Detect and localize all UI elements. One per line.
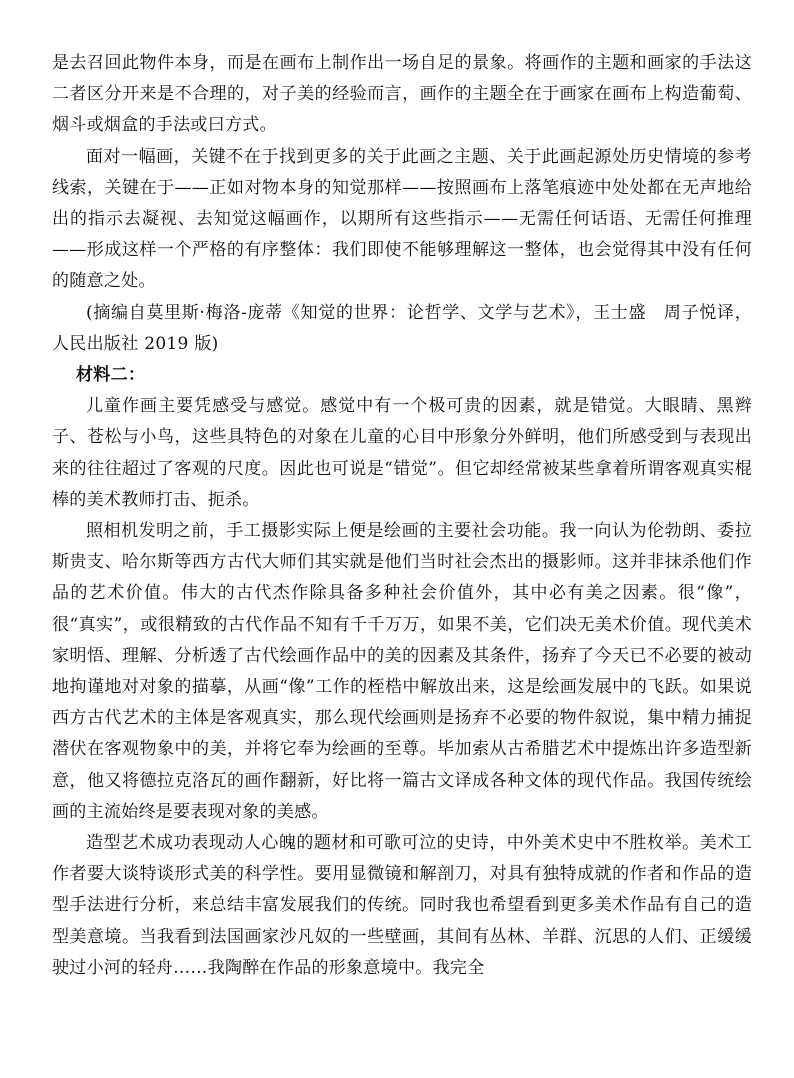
paragraph-viewing-painting: 面对一幅画，关键不在于找到更多的关于此画之主题、关于此画起源处历史情境的参考线索，关键在于——正如对物本身的知觉那样——按照画布上落笔痕迹中处处都在无声地给出的指示去凝视、去知觉这幅画作，以期所有这些指示——无需任何话语、无需任何推理——形成这样一个严格的有序整体：我们即使不能够理解这一整体，也会觉得其中没有任何的随意之处。 xyxy=(52,146,752,292)
paragraph-plastic-arts: 造型艺术成功表现动人心魄的题材和可歌可泣的史诗，中外美术史中不胜枚举。美术工作者要大谈特谈形式美的科学性。要用显微镜和解剖刀，对具有独特成就的作者和作品的造型手法进行分析，来总结丰富发展我们的传统。同时我也希望看到更多美术作品有自己的造型美意境。当我看到法国画家沙凡奴的一些壁画，其间有丛林、羊群、沉思的人们、正缓缓驶过小河的轻舟……我陶醉在作品的形象意境中。我完全 xyxy=(52,833,752,978)
paragraph-children-drawing: 儿童作画主要凭感受与感觉。感觉中有一个极可贵的因素，就是错觉。大眼睛、黑辫子、苍松与小鸟，这些具特色的对象在儿童的心目中形象分外鲜明，他们所感受到与表现出来的往往超过了客观的尺度。因此也可说是“错觉”。但它却经常被某些拿着所谓客观真实棍棒的美术教师打击、扼杀。 xyxy=(52,396,752,510)
article-body xyxy=(52,48,752,984)
paragraph-photography-painting: 照相机发明之前，手工摄影实际上便是绘画的主要社会功能。我一向认为伦勃朗、委拉斯贵支、哈尔斯等西方古代大师们其实就是他们当时社会杰出的摄影师。这并非抹杀他们作品的艺术价值。伟大的古代杰作除具备多种社会价值外，其中必有美之因素。很“像”，很“真实”，或很精致的古代作品不知有千千万万，如果不美，它们决无美术价值。现代美术家明悟、理解、分析透了古代绘画作品中的美的因素及其条件，扬弃了今天已不必要的被动地拘谨地对对象的描摹，从画“像”工作的桎梏中解放出来，这是绘画发展中的飞跃。如果说西方古代艺术的主体是客观真实，那么现代绘画则是扬弃不必要的物件叙说，集中精力捕捉潜伏在客观物象中的美，并将它奉为绘画的至尊。毕加索从古希腊艺术中提炼出许多造型新意，他又将德拉克洛瓦的画作翻新，好比将一篇古文译成各种文体的现代作品。我国传统绘画的主流始终是要表现对象的美感。 xyxy=(52,521,752,822)
paragraph-continuation: 是去召回此物件本身，而是在画布上制作出一场自足的景象。将画作的主题和画家的手法这二者区分开来是不合理的，对子美的经验而言，画作的主题全在于画家在画布上构造葡萄、烟斗或烟盒的手法或曰方式。 xyxy=(52,53,752,136)
section-heading-material-two: 材料二： xyxy=(76,365,146,386)
source-citation: (摘编自莫里斯·梅洛-庞蒂《知觉的世界：论哲学、文学与艺术》，王士盛 周子悦译，人民出版社 2019 版) xyxy=(52,302,752,354)
